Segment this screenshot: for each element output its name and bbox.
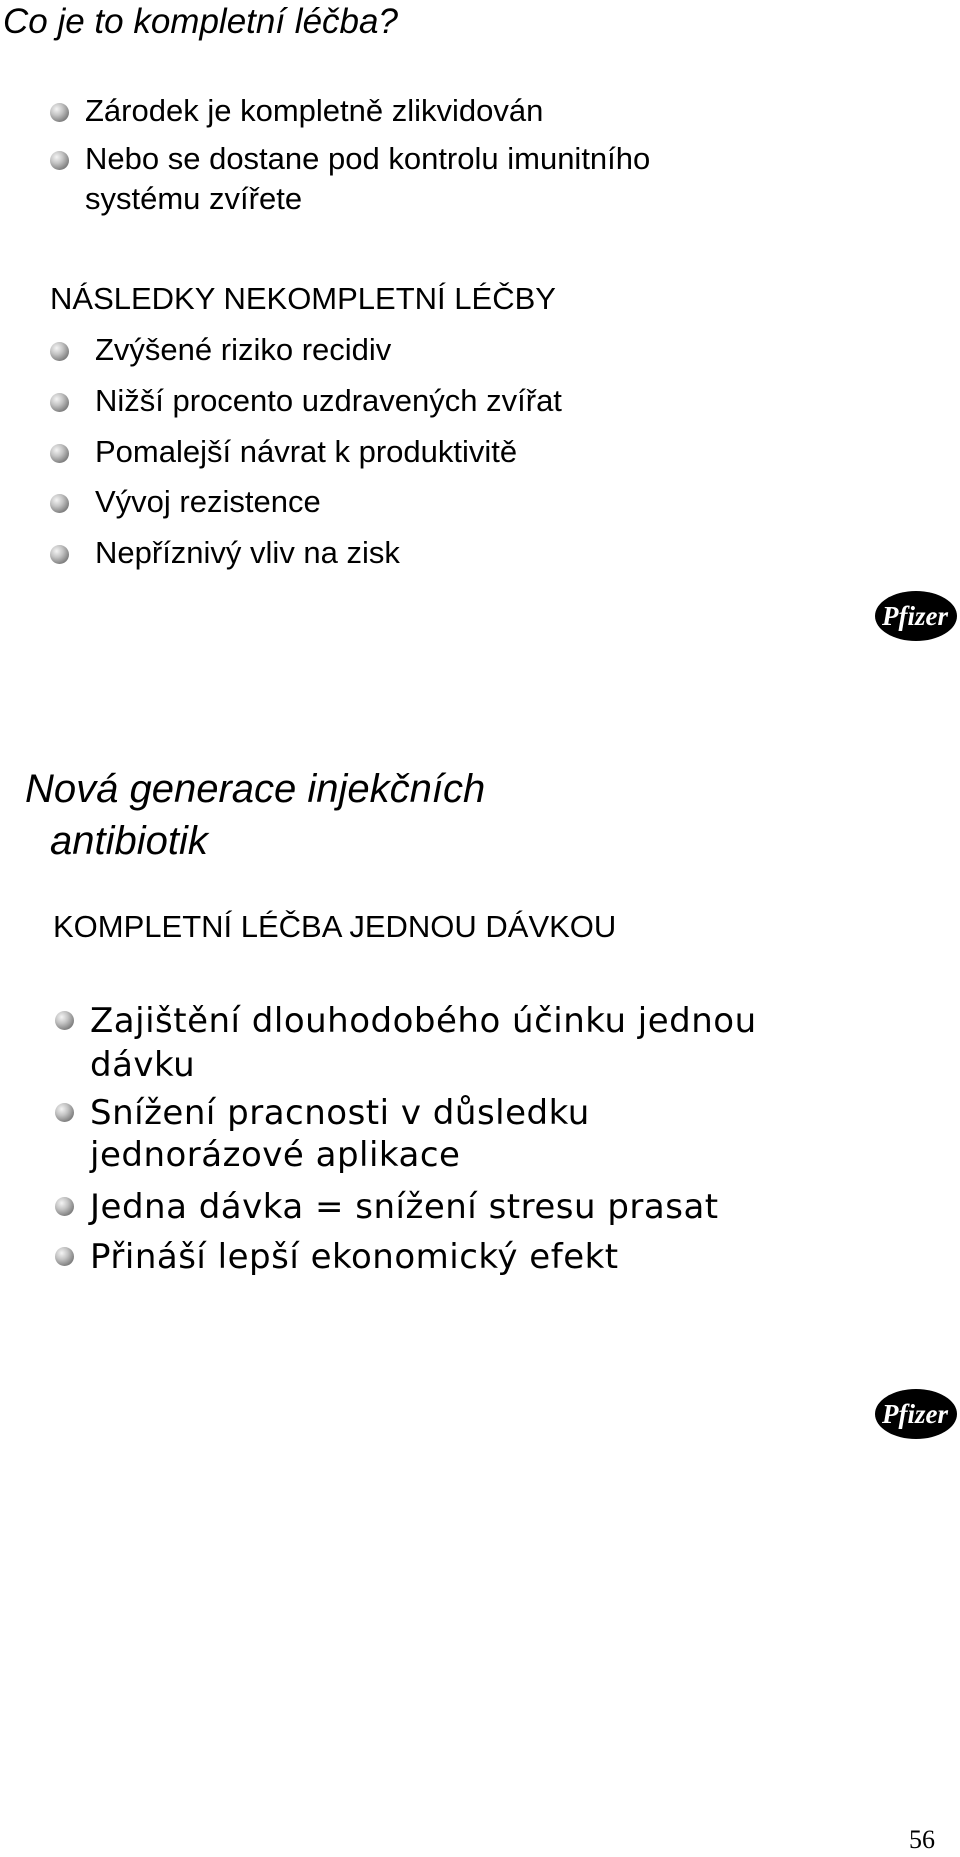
bullet-icon bbox=[50, 393, 69, 412]
benefit-item-continuation: jednorázové aplikace bbox=[90, 1135, 461, 1175]
slide1-item: Nebo se dostane pod kontrolu imunitního bbox=[85, 141, 651, 176]
slide2-title-line: antibiotik bbox=[50, 819, 208, 863]
bullet-icon bbox=[50, 444, 69, 463]
bullet-icon bbox=[55, 1103, 74, 1122]
slide2-title-line: Nová generace injekčních bbox=[25, 767, 486, 811]
page-number: 56 bbox=[909, 1825, 935, 1854]
slide1-item: Zárodek je kompletně zlikvidován bbox=[85, 93, 544, 128]
benefit-item: Jedna dávka = snížení stresu prasat bbox=[90, 1187, 719, 1227]
pfizer-logo-icon bbox=[874, 1387, 958, 1441]
bullet-icon bbox=[50, 151, 69, 170]
benefit-item: Snížení pracnosti v důsledku bbox=[90, 1093, 590, 1133]
slide1-title: Co je to kompletní léčba? bbox=[3, 2, 398, 41]
consequence-item: Nepříznivý vliv na zisk bbox=[95, 535, 400, 570]
bullet-icon bbox=[50, 545, 69, 564]
slide1-item-continuation: systému zvířete bbox=[85, 181, 303, 216]
svg-text:Pfizer: Pfizer bbox=[882, 1399, 948, 1429]
benefit-item-continuation: dávku bbox=[90, 1045, 196, 1085]
bullet-icon bbox=[50, 342, 69, 361]
slide1-heading: NÁSLEDKY NEKOMPLETNÍ LÉČBY bbox=[50, 281, 556, 316]
slide2-heading: KOMPLETNÍ LÉČBA JEDNOU DÁVKOU bbox=[53, 909, 617, 944]
bullet-icon bbox=[55, 1011, 74, 1030]
consequence-item: Pomalejší návrat k produktivitě bbox=[95, 434, 518, 469]
bullet-icon bbox=[55, 1247, 74, 1266]
bullet-icon bbox=[55, 1197, 74, 1216]
bullet-icon bbox=[50, 103, 69, 122]
benefit-item: Přináší lepší ekonomický efekt bbox=[90, 1237, 619, 1277]
svg-text:Pfizer: Pfizer bbox=[882, 601, 948, 631]
consequence-item: Nižší procento uzdravených zvířat bbox=[95, 383, 562, 418]
bullet-icon bbox=[50, 494, 69, 513]
pfizer-logo-icon bbox=[874, 589, 958, 643]
consequence-item: Zvýšené riziko recidiv bbox=[95, 332, 392, 367]
consequence-item: Vývoj rezistence bbox=[95, 484, 321, 519]
benefit-item: Zajištění dlouhodobého účinku jednou bbox=[90, 1001, 757, 1041]
